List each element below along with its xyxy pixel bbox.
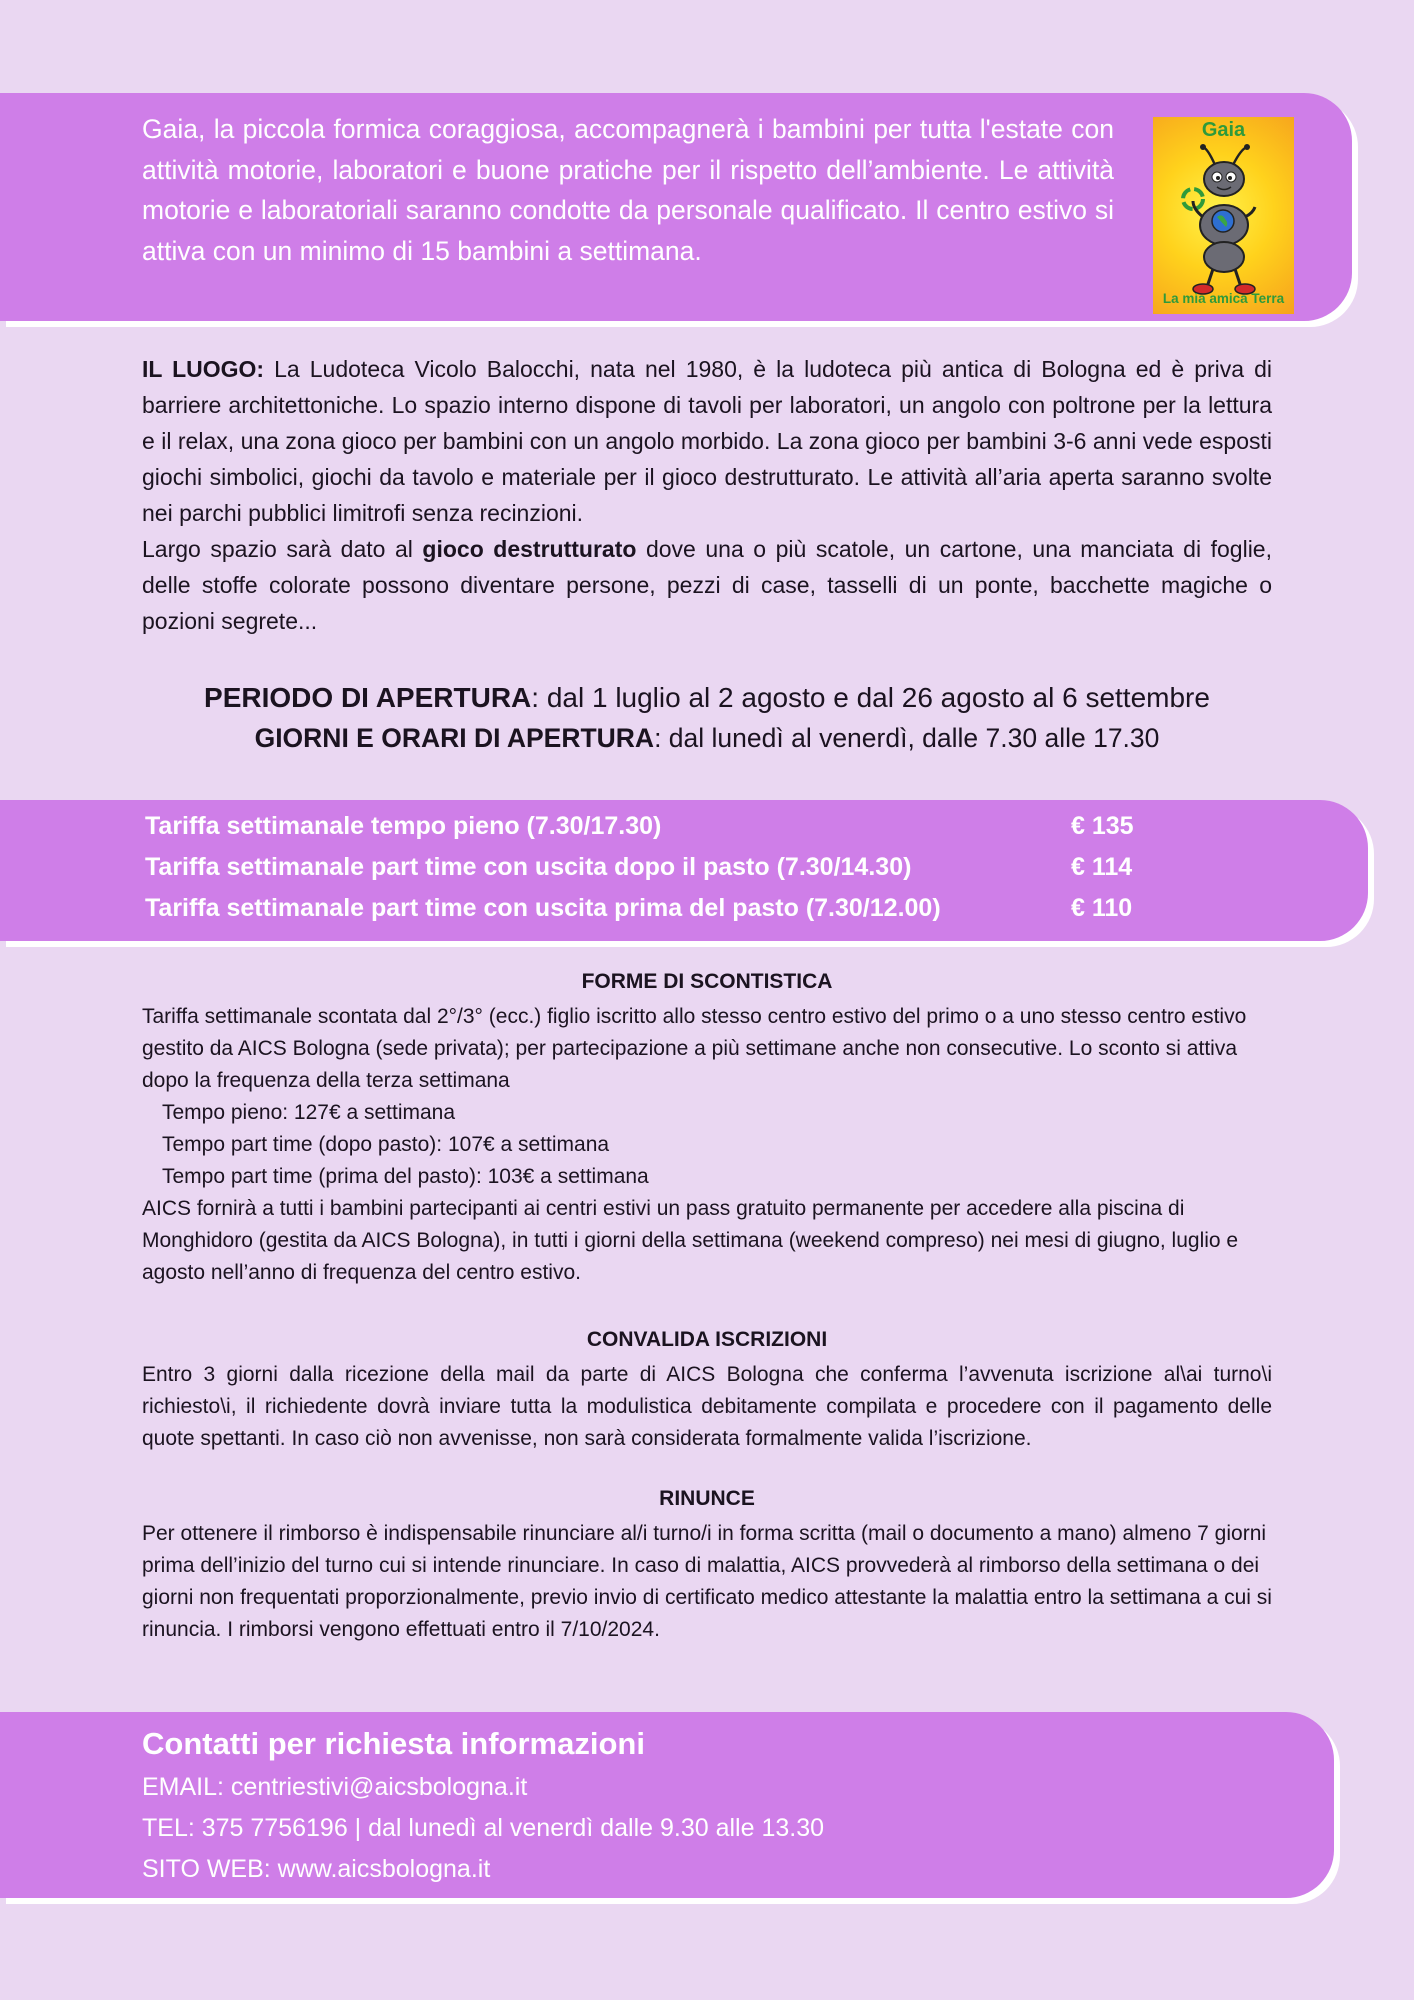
opening-hours-label: GIORNI E ORARI DI APERTURA [254, 723, 655, 753]
pool-pass-text: AICS fornirà a tutti i bambini partecipanti ai centri estivi un pass gratuito permanente per accedere alla piscina di Monghidoro (gestita da AICS Bologna), in tutti i giorni della settimana (weekend compreso) nei mesi di giugno, luglio e agosto nell’anno di frequenza del centro estivo. [142, 1197, 1239, 1284]
discounts-heading: FORME DI SCONTISTICA [581, 970, 833, 993]
rate-row [145, 853, 1145, 893]
rate-row [145, 894, 1145, 934]
withdrawals-heading: RINUNCE [659, 1487, 755, 1510]
rate-price: € 114 [1071, 853, 1133, 881]
discount-item: Tempo part time (prima del pasto): 103€ a settimana [162, 1165, 649, 1188]
contact-website: SITO WEB: www.aicsbologna.it [142, 1855, 491, 1883]
withdrawals-text: Per ottenere il rimborso è indispensabile rinunciare al/i turno/i in forma scritta (mail o documento a mano) almeno 7 giorni prima dell’inizio del turno cui si intende rinunciare. In caso di malattia, AICS provvederà al rimborso della settimana o dei giorni non frequentati proporzionalmente, previo invio di certificato medico attestante la malattia entro la settimana a cui si rinuncia. I rimborsi vengono effettuati entro il 7/10/2024. [142, 1522, 1272, 1641]
rate-label: Tariffa settimanale tempo pieno (7.30/17.30) [145, 812, 662, 840]
place-text: La Ludoteca Vicolo Balocchi, nata nel 1980, è la ludoteca più antica di Bologna ed è priva di barriere architettoniche. Lo spazio interno dispone di tavoli per laboratori, un angolo con poltrone per la lettura e il relax, una zona gioco per bambini con un angolo morbido. La zona gioco per bambini 3-6 anni vede esposti giochi simbolici, giochi da tavolo e materiale per il gioco destrutturato. Le attività all’aria aperta saranno svolte nei parchi pubblici limitrofi senza recinzioni. [142, 356, 1273, 526]
rate-price: € 135 [1071, 812, 1134, 840]
contacts-title: Contatti per richiesta informazioni [142, 1726, 645, 1761]
discounts-section [142, 1001, 1272, 1289]
opening-period [0, 682, 1414, 714]
logo-subtitle: La mia amica Terra [1162, 291, 1285, 306]
rate-price: € 110 [1071, 894, 1133, 922]
unstructured-play-pre: Largo spazio sarà dato al [142, 536, 423, 562]
rate-row [145, 812, 1145, 852]
place-label: IL LUOGO: [142, 356, 265, 382]
opening-hours [0, 723, 1414, 754]
discount-item: Tempo pieno: 127€ a settimana [162, 1101, 456, 1124]
intro-text: Gaia, la piccola formica coraggiosa, accompagnerà i bambini per tutta l'estate con attività motorie, laboratori e buone pratiche per il rispetto dell’ambiente. Le attività motorie e laboratoriali saranno condotte da personale qualificato. Il centro estivo si attiva con un minimo di 15 bambini a settimana. [142, 114, 1114, 266]
discounts-intro: Tariffa settimanale scontata dal 2°/3° (ecc.) figlio iscritto allo stesso centro estivo del primo o a uno stesso centro estivo gestito da AICS Bologna (sede privata); per partecipazione a più settimane anche non consecutive. Lo sconto si attiva dopo la frequenza della terza settimana [142, 1005, 1247, 1092]
opening-hours-value: : dal lunedì al venerdì, dalle 7.30 alle 17.30 [654, 723, 1160, 753]
unstructured-play-post: dove una o più scatole, un cartone, una manciata di foglie, delle stoffe colorate possono diventare persone, pezzi di case, tasselli di un ponte, bacchette magiche o pozioni segrete... [142, 536, 1272, 634]
opening-period-label: PERIODO DI APERTURA [204, 682, 532, 713]
contact-email: EMAIL: centriestivi@aicsbologna.it [142, 1773, 528, 1801]
discount-item: Tempo part time (dopo pasto): 107€ a settimana [162, 1133, 610, 1156]
place-paragraph [142, 351, 1272, 531]
rate-label: Tariffa settimanale part time con uscita dopo il pasto (7.30/14.30) [145, 853, 912, 881]
validation-text: Entro 3 giorni dalla ricezione della mail da parte di AICS Bologna che conferma l’avvenuta iscrizione al\ai turno\i richiesto\i, il richiedente dovrà inviare tutta la modulistica debitamente compilata e procedere con il pagamento delle quote spettanti. In caso ciò non avvenisse, non sarà considerata formalmente valida l’iscrizione. [142, 1363, 1272, 1450]
gaia-logo [1153, 117, 1294, 314]
rate-label: Tariffa settimanale part time con uscita prima del pasto (7.30/12.00) [145, 894, 941, 922]
unstructured-play-paragraph [142, 531, 1272, 639]
opening-period-value: : dal 1 luglio al 2 agosto e dal 26 agosto al 6 settembre [531, 682, 1210, 713]
unstructured-play-bold: gioco destrutturato [422, 536, 637, 562]
logo-title: Gaia [1201, 119, 1246, 141]
contact-phone: TEL: 375 7756196 | dal lunedì al venerdì dalle 9.30 alle 13.30 [142, 1814, 825, 1842]
ant-holding-earth-icon [1153, 117, 1294, 314]
validation-heading: CONVALIDA ISCRIZIONI [586, 1328, 828, 1351]
